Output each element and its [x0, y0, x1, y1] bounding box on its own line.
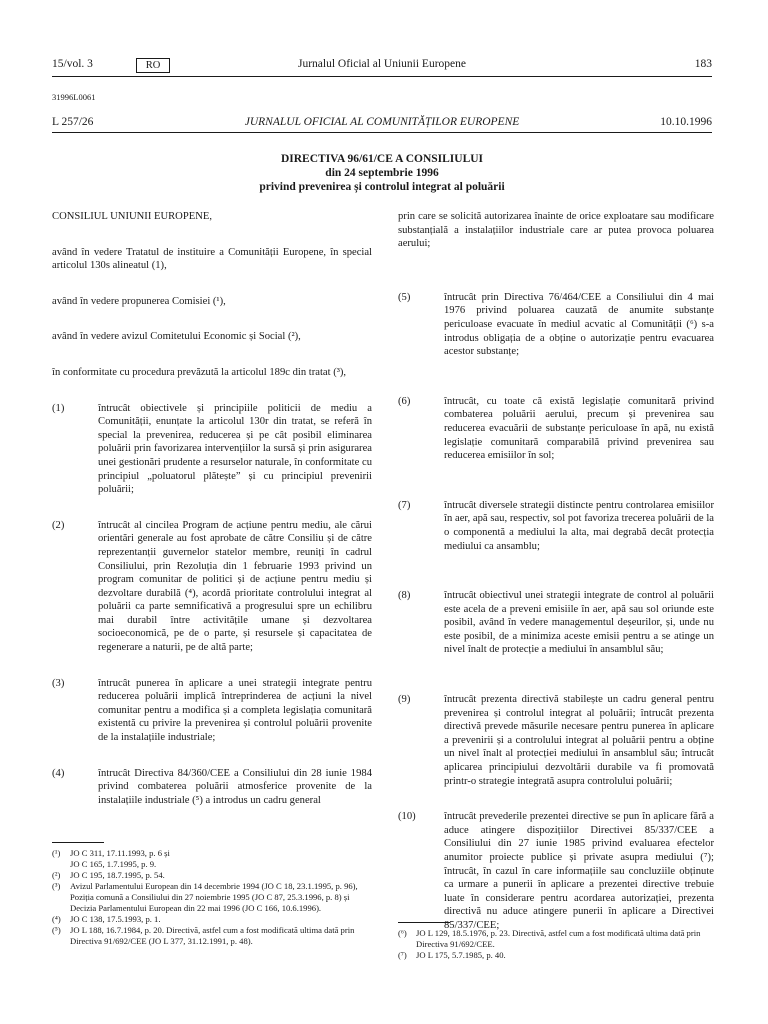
preamble-opinion: având în vedere avizul Comitetului Economic și Social (²), [52, 331, 301, 343]
title-line-2: din 24 septembrie 1996 [325, 167, 439, 179]
right-column [398, 210, 714, 933]
footnotes-left [52, 848, 370, 947]
recital-text: întrucât prin Directiva 76/464/CEE a Consiliului din 4 mai 1976 privind poluarea cauzată de anumite substanțe periculoase evacuate în mediul acvatic al Comunității (⁶) s-a introdus obligația de a obține o autorizație pentru evacuarea acestor substanțe; [444, 291, 714, 358]
recital-number: (7) [398, 499, 411, 511]
recital-text: întrucât diversele strategii distincte pentru controlarea emisiilor în aer, apă sau, respectiv, sol pot favoriza trecerea poluării de la o componentă a mediului la alta, mai degrabă decât protecția mediului ca ansamblu; [444, 499, 714, 552]
footnote: (⁶) JO L 129, 18.5.1976, p. 23. Directivă, astfel cum a fost modificată ultima dată prin Directiva 91/692/CEE. [398, 928, 701, 949]
footnote: (⁵) JO L 188, 16.7.1984, p. 20. Directivă, astfel cum a fost modificată ultima dată prin Directiva 91/692/CEE (JO L 377, 31.12.1991, p. 48). [52, 925, 355, 946]
left-column [52, 210, 372, 807]
recital-3 [52, 677, 372, 745]
recital-number: (3) [52, 677, 65, 689]
recital-10 [398, 810, 714, 932]
recital-number: (9) [398, 694, 411, 706]
original-journal-title: JURNALUL OFICIAL AL COMUNITĂȚILOR EUROPENE [244, 116, 520, 128]
recital-text: întrucât punerea în aplicare a unei strategii integrate pentru reducerea poluării implică întreprinderea de acțiuni la nivel comunitar pentru a modifica și a completa legislația comunitară existentă cu privire la prevenirea și controlul poluării provenite de la instalațiile industriale; [98, 677, 372, 744]
footnote: (²) JO C 195, 18.7.1995, p. 54. [52, 870, 165, 880]
recital-text: întrucât Directiva 84/360/CEE a Consiliului din 28 iunie 1984 privind combaterea poluării atmosferice provenite de la instalațiile industriale (⁵) a introdus un cadru general [98, 767, 372, 806]
footnote: (¹) JO C 311, 17.11.1993, p. 6 și [52, 848, 170, 858]
recital-2 [52, 519, 372, 655]
footnote: JO C 165, 1.7.1995, p. 9. [70, 859, 157, 869]
footnotes-right [398, 928, 714, 961]
recital-number: (1) [52, 402, 65, 414]
language-badge: RO [136, 58, 170, 73]
issue-ref: L 257/26 [52, 116, 94, 128]
issue-date: 10.10.1996 [660, 116, 712, 128]
recital-number: (4) [52, 767, 65, 779]
journal-title: Jurnalul Oficial al Uniunii Europene [298, 58, 466, 70]
document-title [52, 152, 712, 194]
recital-number: (8) [398, 590, 411, 602]
recital-text: întrucât prevederile prezentei directive se pun în aplicare fără a aduce atingere dispozițiilor Directivei 85/337/CEE a Consiliului din 27 iunie 1985 privind evaluarea efectelor anumitor proiecte publice și private asupra mediului (⁷); întrucât, în cazul în care informațiile sau concluziile obținute ca urmare a punerii în aplicare a prezentei directive trebuie luate în considerare pentru acordarea autorizației, prezenta directivă nu aduce atingere punerii în aplicare a Directivei 85/337/CEE; [444, 811, 714, 931]
footnote: (⁷) JO L 175, 5.7.1985, p. 40. [398, 950, 506, 960]
preamble-treaty: având în vedere Tratatul de instituire a Comunității Europene, în special articolul 130s alineatul (1), [52, 246, 372, 272]
recital-number: (5) [398, 291, 411, 303]
original-header-rule [52, 132, 712, 133]
preamble-proposal: având în vedere propunerea Comisiei (¹), [52, 295, 226, 307]
volume-label: 15/vol. 3 [52, 58, 93, 70]
recital-number: (10) [398, 811, 416, 823]
title-line-3: privind prevenirea și controlul integrat al poluării [259, 181, 505, 193]
recital-text: prin care se solicită autorizarea înainte de orice exploatare sau modificare substanțială a instalațiilor industriale care ar putea provoca poluarea aerului; [398, 211, 714, 250]
footnote: (⁴) JO C 138, 17.5.1993, p. 1. [52, 914, 161, 924]
footnote-rule-left [52, 842, 104, 843]
recital-6 [398, 395, 714, 463]
header-rule [52, 76, 712, 77]
recital-7 [398, 499, 714, 553]
recital-8 [398, 589, 714, 657]
preamble-procedure: în conformitate cu procedura prevăzută la articolul 189c din tratat (³), [52, 366, 347, 378]
recital-1 [52, 402, 372, 497]
celex-number: 31996L0061 [52, 92, 96, 102]
recital-4-continued [398, 210, 714, 251]
recital-text: întrucât, cu toate că există legislație comunitară privind combaterea poluării aerului, precum și prevenirea sau reducerea evacuării de substanțe periculoase în apă, nu există legislație comunitară comparabilă privind prevenirea sau reducerea emisiilor în sol; [444, 395, 714, 462]
recital-text: întrucât prezenta directivă stabilește un cadru general pentru prevenirea și controlul integrat al poluării; întrucât prezenta directivă prevede măsurile necesare pentru punerea în aplicare a prevenirii și a controlului integrat al poluării pentru a obține un nivel înalt al protecției mediului în ansamblul său; întrucât aplicarea principiului dezvoltării durabile va fi promovată printr-o strategie integrată asupra controlului poluării; [444, 694, 714, 787]
recital-number: (2) [52, 519, 65, 531]
recital-text: întrucât al cincilea Program de acțiune pentru mediu, ale cărui orientări generale au fost aprobate de către Consiliu și de către reprezentanții guvernelor statelor membre, reuniți în cadrul Consiliului, prin Rezoluția din 1 februarie 1993 privind un program comunitar de politici și de acțiune pentru mediu și dezvoltare durabilă (⁴), acordă prioritate controlului integrat al poluării ca parte semnificativă a progresului spre un echilibru mai durabil între activitățile umane și dezvoltarea socioeconomică, pe de o parte, și resursele și capacitatea de regenerare a naturii, pe de altă parte; [98, 519, 372, 654]
footnote: (³) Avizul Parlamentului European din 14 decembrie 1994 (JO C 18, 23.1.1995, p. 96), Poziția comună a Consiliului din 27 noiembrie 1995 (JO C 87, 25.3.1996, p. 8) și Decizia Parlamentului European din 22 mai 1996 (JO C 166, 10.6.1996). [52, 881, 358, 913]
page-number: 183 [694, 58, 712, 70]
preamble-council: CONSILIUL UNIUNII EUROPENE, [52, 211, 212, 222]
recital-text: întrucât obiectivele și principiile politicii de mediu a Comunității, enunțate la articolul 130r din tratat, se referă în special la prevenirea, reducerea și pe cât posibil eliminarea poluării prin favorizarea intervențiilor la sursă și prin asigurarea unei gestionări prudente a resurselor naturale, în conformitate cu principiul „poluatorul plătește” și cu principiul prevenirii poluării; [98, 402, 372, 496]
title-line-1: DIRECTIVA 96/61/CE A CONSILIULUI [280, 153, 484, 165]
recital-number: (6) [398, 395, 411, 407]
recital-5 [398, 291, 714, 359]
running-header [52, 58, 712, 74]
recital-4 [52, 767, 372, 808]
footnote-rule-right [398, 922, 450, 923]
recital-9 [398, 693, 714, 788]
recital-text: întrucât obiectivul unei strategii integrate de control al poluării este acela de a preveni emisiile în aer, apă sau sol oriunde este posibil, având în vedere managementul deșeurilor, și, unde nu este posibil, de a minimiza aceste emisii pentru a se atinge un nivel înalt de protecție a mediului în ansamblul său; [444, 590, 714, 656]
